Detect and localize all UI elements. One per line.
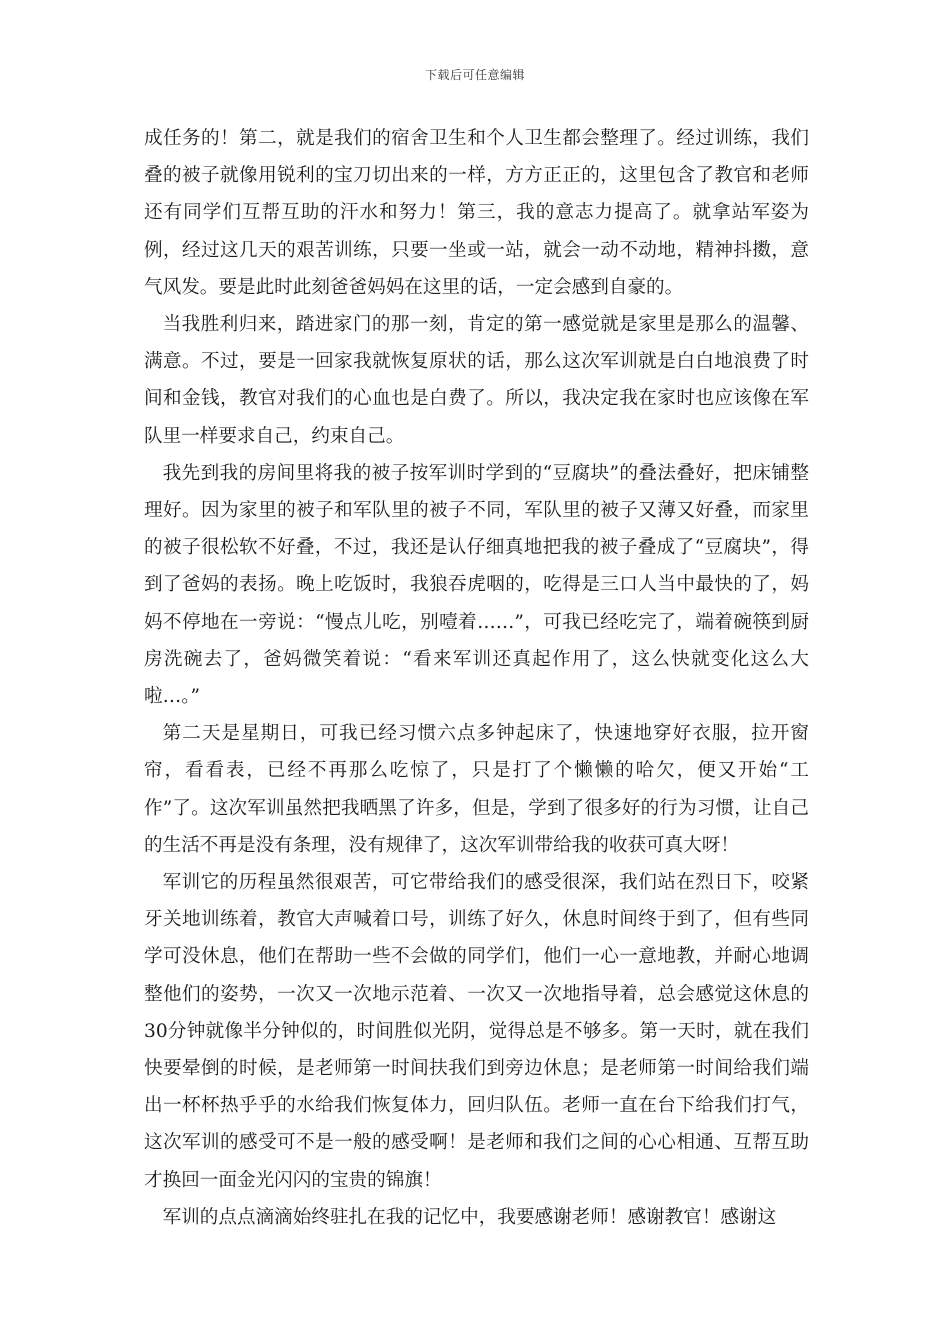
paragraph-6: 军训的点点滴滴始终驻扎在我的记忆中，我要感谢老师！感谢教官！感谢这 xyxy=(162,1206,777,1228)
paragraph-3: 我先到我的房间里将我的被子按军训时学到的“豆腐块”的叠法叠好，把床铺整理好。因为家里的被子和军队里的被子不同，军队里的被子又薄又好叠，而家里的被子很松软不好叠，不过，我还是认仔细真地把我的被子叠成了“豆腐块”，得到了爸妈的表扬。晚上吃饭时，我狼吞虎咽的，吃得是三口人当中最快的了，妈妈不停地在一旁说：“慢点儿吃，别噎着……”，可我已经吃完了，端着碗筷到厨房洗碗去了，爸妈微笑着说：“看来军训还真起作用了，这么快就变化这么大啦…。” xyxy=(144,462,809,708)
paragraph-2: 当我胜利归来，踏进家门的那一刻，肯定的第一感觉就是家里是那么的温馨、满意。不过，要是一回家我就恢复原状的话，那么这次军训就是白白地浪费了时间和金钱，教官对我们的心血也是白费了。所以，我决定我在家时也应该像在军队里一样要求自己，约束自己。 xyxy=(144,314,809,447)
paragraph-5: 军训它的历程虽然很艰苦，可它带给我们的感受很深，我们站在烈日下，咬紧牙关地训练着，教官大声喊着口号，训练了好久，休息时间终于到了，但有些同学可没休息，他们在帮助一些不会做的同学们，他们一心一意地教，并耐心地调整他们的姿势，一次又一次地示范着、一次又一次地指导着，总会感觉这休息的30分钟就像半分钟似的，时间胜似光阴，觉得总是不够多。第一天时，就在我们快要晕倒的时候，是老师第一时间扶我们到旁边休息；是老师第一时间给我们端出一杯杯热乎乎的水给我们恢复体力，回归队伍。老师一直在台下给我们打气，这次军训的感受可不是一般的感受啊！是老师和我们之间的心心相通、互帮互助才换回一面金光闪闪的宝贵的锦旗！ xyxy=(144,872,809,1191)
page-header: 下载后可任意编辑 xyxy=(424,68,525,82)
document-body xyxy=(144,120,809,1236)
paragraph-1: 成任务的！第二，就是我们的宿舍卫生和个人卫生都会整理了。经过训练，我们叠的被子就像用锐利的宝刀切出来的一样，方方正正的，这里包含了教官和老师还有同学们互帮互助的汗水和努力！第三，我的意志力提高了。就拿站军姿为例，经过这几天的艰苦训练，只要一坐或一站，就会一动不动地，精神抖擞，意气风发。要是此时此刻爸爸妈妈在这里的话，一定会感到自豪的。 xyxy=(144,128,809,298)
paragraph-4: 第二天是星期日，可我已经习惯六点多钟起床了，快速地穿好衣服，拉开窗帘，看看表，已经不再那么吃惊了，只是打了个懒懒的哈欠，便又开始“工作”了。这次军训虽然把我晒黑了许多，但是，学到了很多好的行为习惯，让自己的生活不再是没有条理，没有规律了，这次军训带给我的收获可真大呀！ xyxy=(144,723,809,856)
